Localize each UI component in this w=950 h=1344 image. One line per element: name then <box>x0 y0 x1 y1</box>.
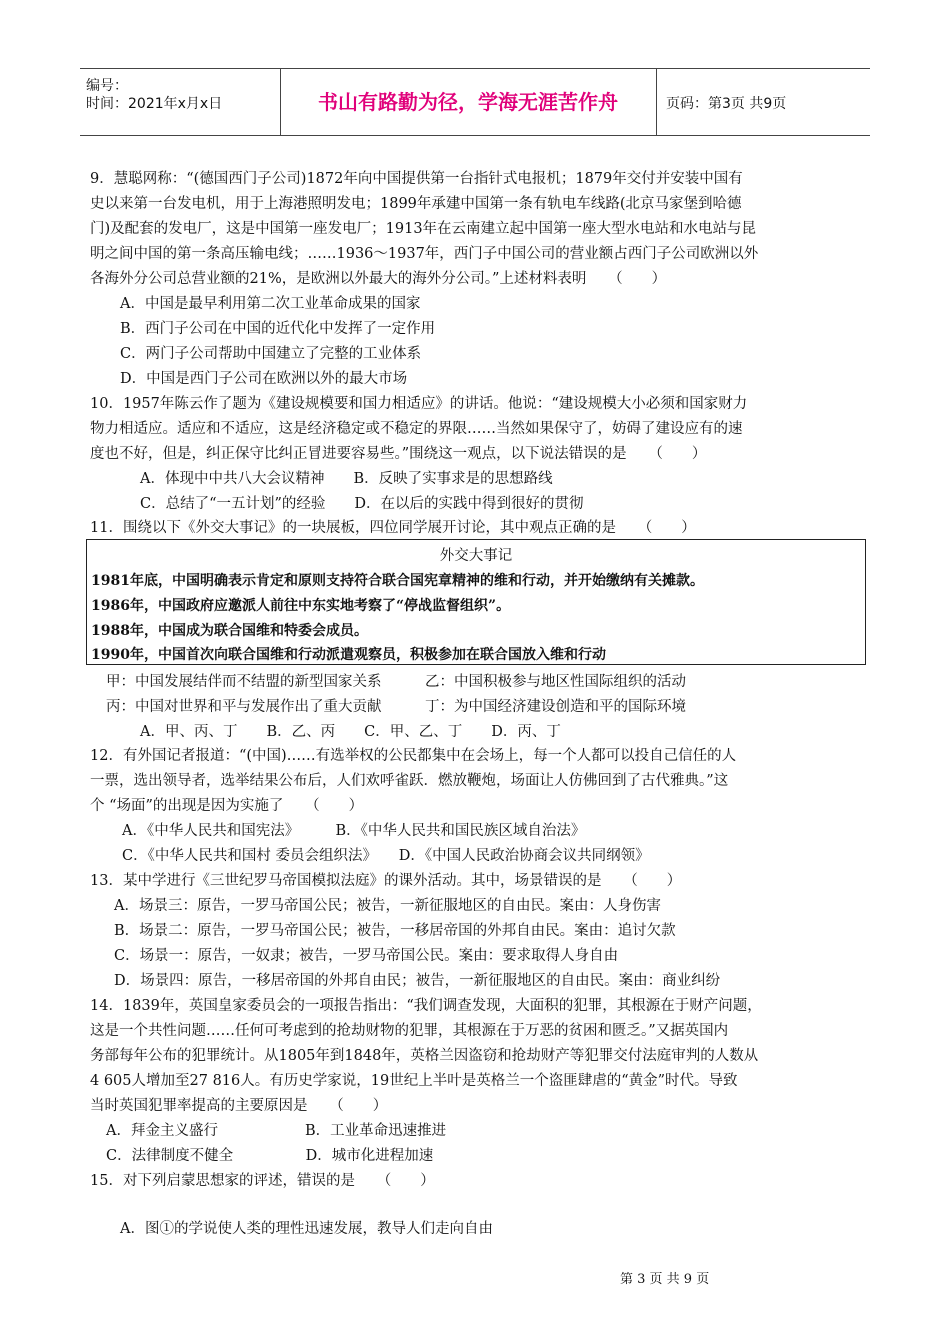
q10-options-ab: A．体现中中共八大会议精神 B．反映了实事求是的思想路线 <box>140 471 553 487</box>
diplomacy-chronicle-box <box>86 539 866 665</box>
q14-line: 务部每年公布的犯罪统计。从1805年到1848年，英格兰因盗窃和抢劫财产等犯罪交付法庭审判的人数从 <box>90 1048 759 1064</box>
q10-line: 10．1957年陈云作了题为《建设规模要和国力相适应》的讲话。他说：“建设规模大小必须和国家财力 <box>90 396 748 412</box>
chronicle-title: 外交大事记 <box>439 548 513 564</box>
q12-options-cd: C．《中华人民共和国村 委员会组织法》 D．《中国人民政治协商会议共同纲领》 <box>122 848 650 864</box>
q15-line: 15．对下列启蒙思想家的评述，错误的是 （ ） <box>90 1173 435 1189</box>
q12-line: 个 “场面”的出现是因为实施了 （ ） <box>90 798 364 814</box>
q12-line: 12．有外国记者报道：“(中国)……有选举权的公民都集中在会场上，每一个人都可以投自己信任的人 <box>90 748 737 764</box>
q11-statement: 甲：中国发展结伴而不结盟的新型国家关系 乙：中国积极参与地区性国际组织的活动 <box>106 674 686 690</box>
q15-option-a: A．图①的学说使人类的理性迅速发展，教导人们走向自由 <box>120 1221 493 1237</box>
q14-options-ab: A．拜金主义盛行 B．工业革命迅速推进 <box>106 1123 447 1139</box>
page-header <box>80 68 870 136</box>
q11-options: A．甲、丙、丁 B．乙、丙 C．甲、乙、丁 D．丙、丁 <box>140 724 561 740</box>
q13-option-b: B．场景二：原告，一罗马帝国公民；被告，一移居帝国的外邦自由民。案由：追讨欠款 <box>114 923 676 939</box>
chronicle-row: 1988年，中国成为联合国维和特委会成员。 <box>91 623 368 639</box>
q9-line: 门)及配套的发电厂，这是中国第一座发电厂；1913年在云南建立起中国第一座大型水电站和水电站与昆 <box>90 221 757 237</box>
q14-line: 4 605人增加至27 816人。有历史学家说，19世纪上半叶是英格兰一个盗匪肆虐的“黄金”时代。导致 <box>90 1073 738 1089</box>
q14-line: 14．1839年，英国皇家委员会的一项报告指出：“我们调查发现，大面积的犯罪，其根源在于财产问题， <box>90 998 762 1014</box>
q9-option-a: A．中国是最早利用第二次工业革命成果的国家 <box>120 296 421 312</box>
number-label: 编号： <box>86 78 128 94</box>
chronicle-row: 1986年，中国政府应邀派人前往中东实地考察了“停战监督组织”。 <box>91 598 511 614</box>
q13-option-d: D．场景四：原告，一移居帝国的外邦自由民；被告，一新征服地区的自由民。案由：商业纠纷 <box>114 973 721 989</box>
time-label: 时间：2021年x月x日 <box>86 96 223 112</box>
q9-option-d: D．中国是西门子公司在欧洲以外的最大市场 <box>120 371 408 387</box>
q12-line: 一票，选出领导者，选举结果公布后，人们欢呼雀跃．燃放鞭炮，场面让人仿佛回到了古代雅典。”这 <box>90 773 729 789</box>
q13-option-a: A．场景三：原告，一罗马帝国公民；被告，一新征服地区的自由民。案由：人身伤害 <box>114 898 661 914</box>
header-divider <box>280 69 281 135</box>
q10-options-cd: C．总结了“一五计划”的经验 D．在以后的实践中得到很好的贯彻 <box>140 496 584 512</box>
q13-line: 13．某中学进行《三世纪罗马帝国模拟法庭》的课外活动。其中，场景错误的是 （ ） <box>90 873 682 889</box>
q11-line: 11．围绕以下《外交大事记》的一块展板，四位同学展开讨论，其中观点正确的是 （ ） <box>90 520 696 536</box>
header-divider <box>656 69 657 135</box>
q10-line: 度也不好，但是，纠正保守比纠正冒进要容易些。”围绕这一观点，以下说法错误的是 （ ） <box>90 446 707 462</box>
q9-option-b: B．西门子公司在中国的近代化中发挥了一定作用 <box>120 321 436 337</box>
chronicle-row: 1990年，中国首次向联合国维和行动派遣观察员，积极参加在联合国放入维和行动 <box>91 647 606 663</box>
chronicle-row: 1981年底，中国明确表示肯定和原则支持符合联合国宪章精神的维和行动，并开始缴纳有关摊款。 <box>91 573 704 589</box>
q9-line: 各海外分公司总营业额的21%，是欧洲以外最大的海外分公司。”上述材料表明 （ ） <box>90 271 667 287</box>
q14-options-cd: C．法律制度不健全 D．城市化进程加速 <box>106 1148 434 1164</box>
header-motto: 书山有路勤为径，学海无涯苦作舟 <box>318 90 618 114</box>
q9-line: 史以来第一台发电机，用于上海港照明发电；1899年承建中国第一条有轨电车线路(北京马家堡到哈德 <box>90 196 742 212</box>
q12-options-ab: A．《中华人民共和国宪法》 B．《中华人民共和国民族区域自治法》 <box>122 823 586 839</box>
q13-option-c: C．场景一：原告，一奴隶；被告，一罗马帝国公民。案由：要求取得人身自由 <box>114 948 619 964</box>
page-info: 页码：第3页 共9页 <box>666 96 787 112</box>
q11-statement: 丙：中国对世界和平与发展作出了重大贡献 丁：为中国经济建设创造和平的国际环境 <box>106 699 686 715</box>
q14-line: 当时英国犯罪率提高的主要原因是 （ ） <box>90 1098 388 1114</box>
header-meta <box>80 69 280 135</box>
q9-line: 9．慧聪网称：“(德国西门子公司)1872年向中国提供第一台指针式电报机；1879年交付并安装中国有 <box>90 171 743 187</box>
q9-line: 明之间中国的第一条高压输电线；……1936～1937年，西门子中国公司的营业额占西门子公司欧洲以外 <box>90 246 759 262</box>
page-footer: 第 3 页 共 9 页 <box>620 1272 710 1287</box>
q9-option-c: C．两门子公司帮助中国建立了完整的工业体系 <box>120 346 422 362</box>
q14-line: 这是一个共性问题……任何可考虑到的抢劫财物的犯罪，其根源在于万恶的贫困和匮乏。”又据英国内 <box>90 1023 729 1039</box>
q10-line: 物力相适应。适应和不适应，这是经济稳定或不稳定的界限……当然如果保守了，妨碍了建设应有的速 <box>90 421 743 437</box>
